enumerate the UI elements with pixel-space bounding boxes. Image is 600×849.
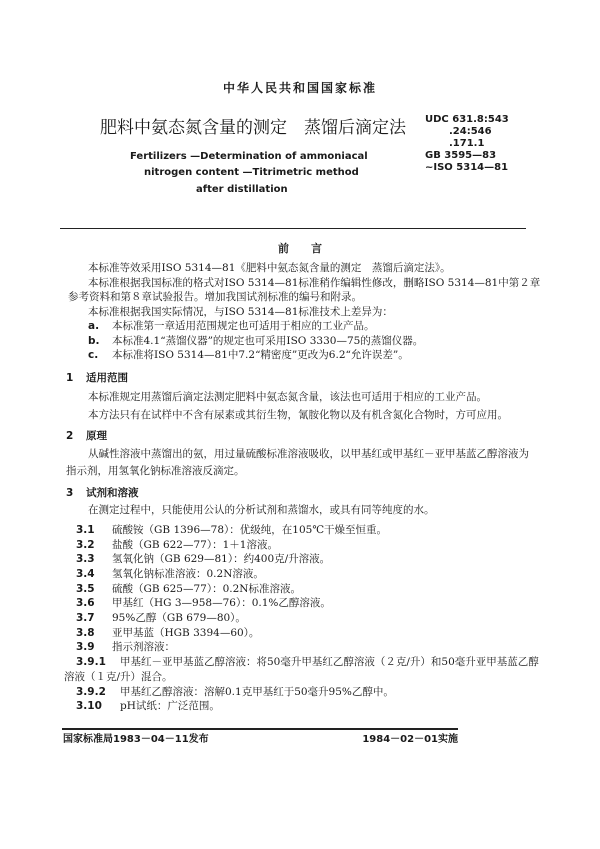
reagent-item bbox=[76, 641, 175, 653]
item-text: 溶液（１克/升）混合。 bbox=[64, 671, 173, 683]
foreword-item bbox=[88, 320, 375, 332]
english-title-line: after distillation bbox=[196, 184, 288, 195]
item-label: a. bbox=[88, 320, 100, 332]
foreword-heading: 前 言 bbox=[278, 242, 322, 255]
item-text: 甲基红－亚甲基蓝乙醇溶液：将50毫升甲基红乙醇溶液（２克/升）和50毫升亚甲基蓝乙醇 bbox=[120, 656, 539, 668]
item-label: b. bbox=[88, 335, 100, 347]
udc-code: UDC 631.8:543 bbox=[425, 114, 509, 125]
section-text: 本方法只有在试样中不含有尿素或其衍生物，氰胺化物以及有机含氮化合物时，方可应用。 bbox=[88, 409, 508, 421]
reagent-item bbox=[76, 568, 264, 580]
foreword-paragraph: 本标准等效采用ISO 5314—81《肥料中氨态氮含量的测定 蒸馏后滴定法》。 bbox=[88, 262, 451, 274]
english-title-line: Fertilizers —Determination of ammoniacal bbox=[130, 151, 368, 162]
section-text: 从碱性溶液中蒸馏出的氨，用过量硫酸标准溶液吸收，以甲基红或甲基红－亚甲基蓝乙醇溶液为 bbox=[88, 448, 529, 460]
item-text: pH试纸：广泛范围。 bbox=[120, 700, 220, 712]
reagent-item bbox=[76, 583, 301, 595]
item-number: 3.8 bbox=[76, 627, 95, 639]
item-text: 盐酸（GB 622—77）：1＋1溶液。 bbox=[112, 539, 278, 551]
page-title: 肥料中氨态氮含量的测定 蒸馏后滴定法 bbox=[100, 118, 406, 138]
item-text: 亚甲基蓝（HGB 3394—60）。 bbox=[112, 627, 260, 639]
reagent-item bbox=[76, 656, 539, 668]
item-text: 硫酸铵（GB 1396—78）：优级纯，在105℃干燥至恒重。 bbox=[112, 524, 388, 536]
section-heading bbox=[66, 430, 107, 442]
item-number: 3.5 bbox=[76, 583, 95, 595]
udc-code: .24:546 bbox=[449, 126, 492, 137]
item-number: 3.3 bbox=[76, 553, 95, 565]
gb-code: GB 3595—83 bbox=[425, 150, 497, 161]
item-text: 甲基红（HG 3—958—76）：0.1%乙醇溶液。 bbox=[112, 597, 331, 609]
reagent-item bbox=[76, 700, 220, 712]
section-text: 指示剂，用氢氧化钠标准溶液反滴定。 bbox=[66, 465, 245, 477]
section-title: 适用范围 bbox=[86, 372, 128, 384]
item-text: 硫酸（GB 625—77）：0.2N标准溶液。 bbox=[112, 583, 301, 595]
reagent-item bbox=[76, 612, 246, 624]
item-text: 本标准将ISO 5314—81中7.2“精密度”更改为6.2“允许误差”。 bbox=[112, 349, 409, 361]
reagent-item bbox=[76, 524, 387, 536]
item-label: c. bbox=[88, 349, 99, 361]
section-heading bbox=[66, 487, 139, 499]
item-number: 3.9.2 bbox=[76, 686, 106, 698]
item-text: 氢氧化钠标准溶液：0.2N溶液。 bbox=[112, 568, 264, 580]
foreword-item bbox=[88, 349, 409, 361]
item-text: 本标准第一章适用范围规定也可适用于相应的工业产品。 bbox=[112, 320, 375, 332]
english-title-line: nitrogen content —Titrimetric method bbox=[144, 167, 359, 178]
item-number: 3.10 bbox=[76, 700, 102, 712]
item-text: 指示剂溶液： bbox=[112, 641, 175, 653]
issue-date: 国家标准局1983－04－11发布 bbox=[63, 734, 209, 745]
iso-code: ~ISO 5314—81 bbox=[425, 162, 509, 173]
item-text: 95%乙醇（GB 679—80）。 bbox=[112, 612, 246, 624]
reagent-item bbox=[76, 627, 259, 639]
section-number: 1 bbox=[66, 372, 74, 384]
section-title: 原理 bbox=[86, 430, 107, 442]
item-number: 3.6 bbox=[76, 597, 95, 609]
header-divider bbox=[60, 228, 526, 229]
reagent-item bbox=[76, 686, 394, 698]
foreword-item bbox=[88, 335, 423, 347]
section-number: 3 bbox=[66, 487, 74, 499]
item-text: 甲基红乙醇溶液：溶解0.1克甲基红于50毫升95%乙醇中。 bbox=[120, 686, 394, 698]
reagent-item bbox=[76, 539, 278, 551]
foreword-paragraph: 本标准根据我国标准的格式对ISO 5314—81标准稍作编辑性修改，删略ISO 5314—81中第２章 bbox=[88, 277, 541, 289]
section-text: 本标准规定用蒸馏后滴定法测定肥料中氨态氮含量，该法也可适用于相应的工业产品。 bbox=[88, 391, 487, 403]
item-text: 本标准4.1“蒸馏仪器”的规定也可采用ISO 3330—75的蒸馏仪器。 bbox=[112, 335, 424, 347]
country-standard-label: 中华人民共和国国家标准 bbox=[222, 81, 377, 95]
section-heading bbox=[66, 372, 128, 384]
section-title: 试剂和溶液 bbox=[86, 487, 139, 499]
item-number: 3.4 bbox=[76, 568, 95, 580]
reagent-item bbox=[76, 597, 331, 609]
section-number: 2 bbox=[66, 430, 74, 442]
reagent-item bbox=[76, 553, 330, 565]
udc-code: .171.1 bbox=[449, 138, 485, 149]
item-number: 3.7 bbox=[76, 612, 95, 624]
reagent-item bbox=[64, 671, 173, 683]
foreword-paragraph: 参考资料和第８章试验报告。增加我国试剂标准的编号和附录。 bbox=[68, 291, 362, 303]
foreword-paragraph: 本标准根据我国实际情况，与ISO 5314—81标准技术上差异为： bbox=[88, 306, 393, 318]
item-text: 氢氧化钠（GB 629—81）：约400克/升溶液。 bbox=[112, 553, 331, 565]
item-number: 3.1 bbox=[76, 524, 95, 536]
section-text: 在测定过程中，只能使用公认的分析试剂和蒸馏水，或具有同等纯度的水。 bbox=[88, 504, 435, 516]
item-number: 3.9.1 bbox=[76, 656, 106, 668]
footer-divider bbox=[62, 728, 458, 730]
item-number: 3.2 bbox=[76, 539, 95, 551]
effective-date: 1984－02－01实施 bbox=[362, 734, 458, 745]
item-number: 3.9 bbox=[76, 641, 95, 653]
